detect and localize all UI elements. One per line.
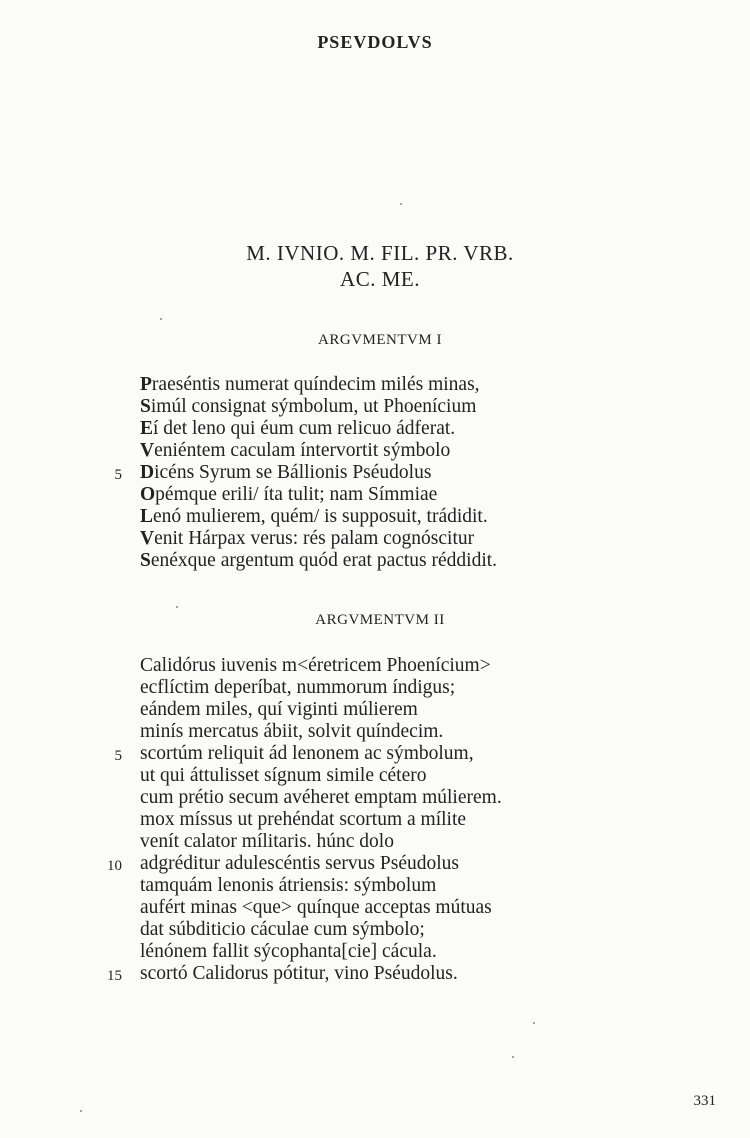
print-speck — [80, 1110, 82, 1112]
verse-line — [0, 941, 750, 963]
print-speck — [533, 1022, 535, 1024]
line-text — [140, 550, 497, 572]
line-rest: imúl consignat sýmbolum, ut Phoenícium — [150, 396, 477, 417]
verse-line — [0, 831, 750, 853]
line-rest: pémque erili/ íta tulit; nam Símmiae — [155, 484, 438, 505]
verse-line — [0, 374, 750, 396]
verse-line — [0, 897, 750, 919]
line-rest: raeséntis numerat quíndecim milés minas, — [151, 374, 480, 395]
argument-1-heading: ARGVMENTVM I — [318, 332, 442, 348]
line-text: minís mercatus ábiit, solvit quíndecim. — [140, 721, 444, 742]
line-text: venít calator mílitaris. húnc dolo — [140, 831, 394, 852]
line-text: adgréditur adulescéntis servus Pséudolus — [140, 853, 459, 874]
argument-2-heading: ARGVMENTVM II — [315, 612, 445, 628]
line-text: scortó Calidorus pótitur, vino Pséudolus. — [140, 963, 458, 984]
verse-line — [0, 655, 750, 677]
argument-2-verse — [0, 655, 750, 985]
verse-line — [0, 396, 750, 418]
verse-line — [0, 743, 750, 765]
verse-line — [0, 440, 750, 462]
line-text: lénónem fallit sýcophanta[cie] cácula. — [140, 941, 437, 962]
line-text — [140, 440, 450, 462]
line-text — [140, 506, 488, 528]
line-text — [140, 418, 455, 440]
line-text: Calidórus iuvenis m<éretricem Phoenícium> — [140, 655, 491, 676]
line-number: 5 — [114, 748, 122, 764]
verse-line — [0, 853, 750, 875]
line-text: scortúm reliquit ád lenonem ac sýmbolum, — [140, 743, 474, 764]
verse-line — [0, 721, 750, 743]
line-text: eándem miles, quí viginti múlierem — [140, 699, 418, 720]
print-speck — [176, 606, 178, 608]
acrostic-initial: O — [140, 484, 156, 505]
acrostic-initial: V — [140, 528, 155, 549]
line-text — [140, 374, 480, 396]
verse-line — [0, 765, 750, 787]
argument-1-verse — [0, 374, 750, 572]
verse-line — [0, 506, 750, 528]
line-rest: enit Hárpax verus: rés palam cognóscitur — [154, 528, 475, 549]
line-text: dat súbditicio cáculae cum sýmbolo; — [140, 919, 425, 940]
print-speck — [512, 1056, 514, 1058]
acrostic-initial: D — [140, 462, 155, 483]
line-rest: icéns Syrum se Bállionis Pséudolus — [154, 462, 432, 483]
verse-line — [0, 919, 750, 941]
dedication-line-2: AC. ME. — [340, 267, 420, 291]
line-text: cum prétio secum avéheret emptam múlierem. — [140, 787, 502, 808]
running-head: PSEVDOLVS — [317, 32, 433, 52]
verse-line — [0, 418, 750, 440]
dedication — [0, 240, 750, 292]
line-rest: eniéntem caculam íntervortit sýmbolo — [154, 440, 451, 461]
line-text: ecflíctim deperíbat, nummorum índigus; — [140, 677, 456, 698]
print-speck — [160, 318, 162, 320]
verse-line — [0, 677, 750, 699]
line-text — [140, 528, 474, 550]
line-rest: enó mulierem, quém/ is supposuit, trádidit. — [153, 506, 488, 527]
verse-line — [0, 484, 750, 506]
line-number: 5 — [114, 467, 122, 483]
acrostic-initial: L — [140, 506, 154, 527]
dedication-line-1: M. IVNIO. M. FIL. PR. VRB. — [246, 241, 514, 265]
verse-line — [0, 787, 750, 809]
verse-line — [0, 550, 750, 572]
page-number: 331 — [693, 1093, 716, 1109]
line-rest: enéxque argentum quód erat pactus réddidit. — [150, 550, 498, 571]
line-text: tamquám lenonis átriensis: sýmbolum — [140, 875, 437, 896]
acrostic-initial: S — [140, 550, 151, 571]
line-number: 10 — [107, 858, 122, 874]
line-text: ut qui áttulisset sígnum simile cétero — [140, 765, 427, 786]
verse-line — [0, 462, 750, 484]
line-rest: í det leno qui éum cum relicuo ádferat. — [153, 418, 456, 439]
acrostic-initial: E — [140, 418, 154, 439]
verse-line — [0, 699, 750, 721]
acrostic-initial: V — [140, 440, 155, 461]
line-number: 15 — [107, 968, 122, 984]
line-text — [140, 462, 431, 484]
line-text: aufért minas <que> quínque acceptas mútuas — [140, 897, 492, 918]
verse-line — [0, 809, 750, 831]
acrostic-initial: S — [140, 396, 151, 417]
line-text — [140, 396, 476, 418]
verse-line — [0, 875, 750, 897]
verse-line — [0, 528, 750, 550]
line-text — [140, 484, 437, 506]
print-speck — [400, 203, 402, 205]
acrostic-initial: P — [140, 374, 152, 395]
verse-line — [0, 963, 750, 985]
line-text: mox míssus ut prehéndat scortum a mílite — [140, 809, 467, 830]
